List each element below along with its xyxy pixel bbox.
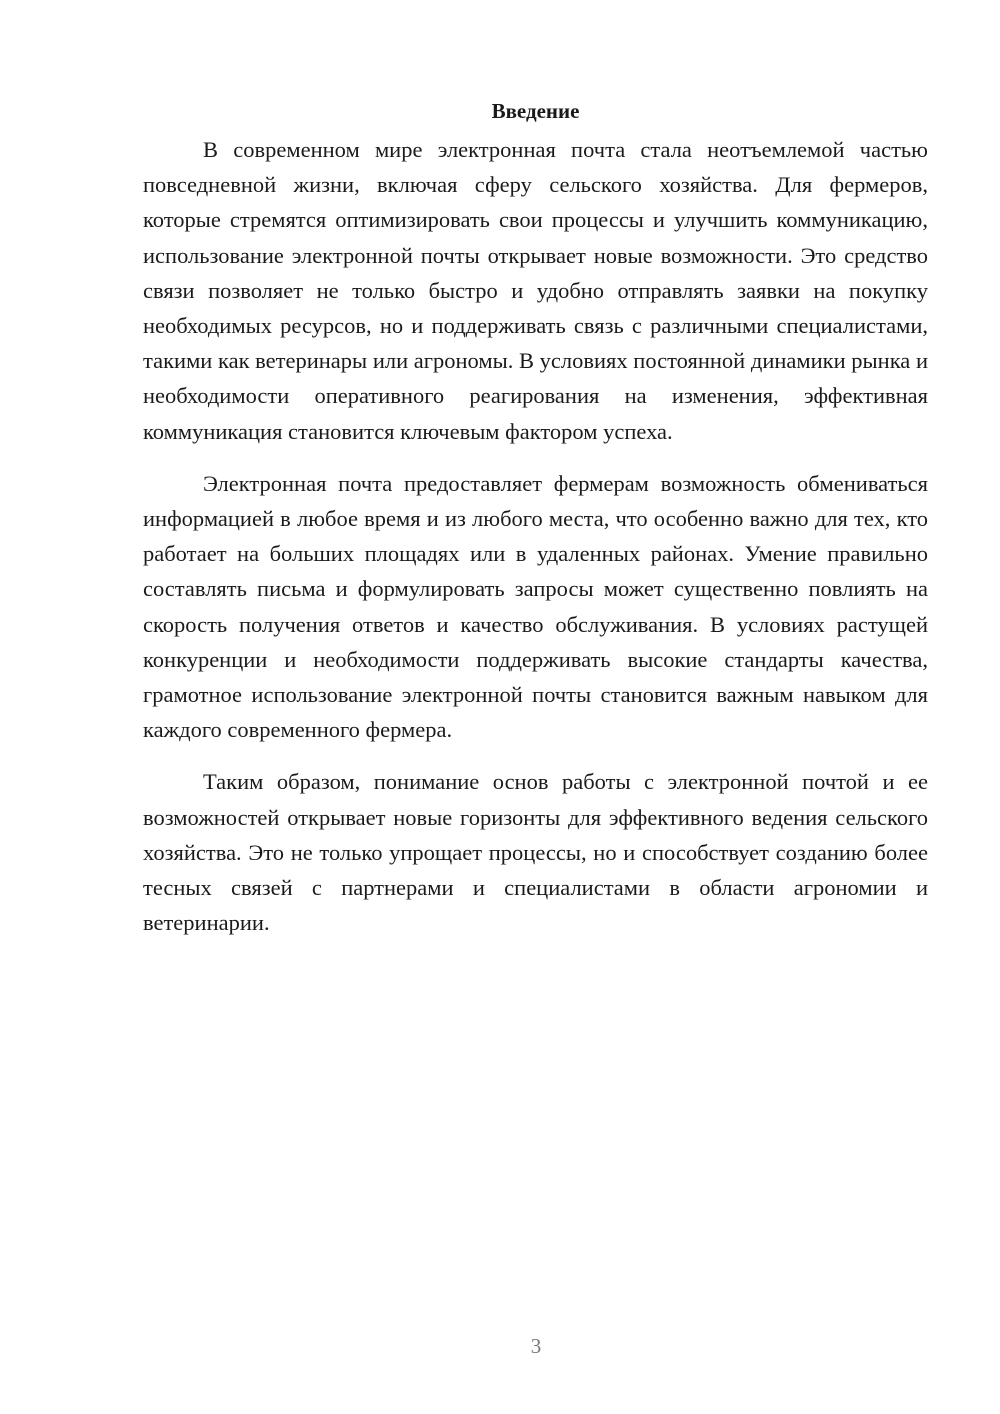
paragraph-3: Таким образом, понимание основ работы с электронной почтой и ее возможностей открывает новые горизонты для эффективного ведения сельского хозяйства. Это не только упрощает процессы, но и способствует созданию более тесных связей с партнерами и специалистами в области агрономии и ветеринарии. [143,769,928,936]
page-number: 3 [530,1334,542,1358]
page-content [143,96,928,940]
paragraph-1: В современном мире электронная почта стала неотъемлемой частью повседневной жизни, включая сферу сельского хозяйства. Для фермеров, которые стремятся оптимизировать свои процессы и улучшить коммуникацию, использование электронной почты открывает новые возможности. Это средство связи позволяет не только быстро и удобно отправлять заявки на покупку необходимых ресурсов, но и поддерживать связь с различными специалистами, такими как ветеринары или агрономы. В условиях постоянной динамики рынка и необходимости оперативного реагирования на изменения, эффективная коммуникация становится ключевым фактором успеха. [143,137,928,444]
section-heading: Введение [491,99,580,123]
paragraph-2: Электронная почта предоставляет фермерам возможность обмениваться информацией в любое время и из любого места, что особенно важно для тех, кто работает на больших площадях или в удаленных районах. Умение правильно составлять письма и формулировать запросы может существенно повлиять на скорость получения ответов и качество обслуживания. В условиях растущей конкуренции и необходимости поддерживать высокие стандарты качества, грамотное использование электронной почты становится важным навыком для каждого современного фермера. [143,470,928,743]
